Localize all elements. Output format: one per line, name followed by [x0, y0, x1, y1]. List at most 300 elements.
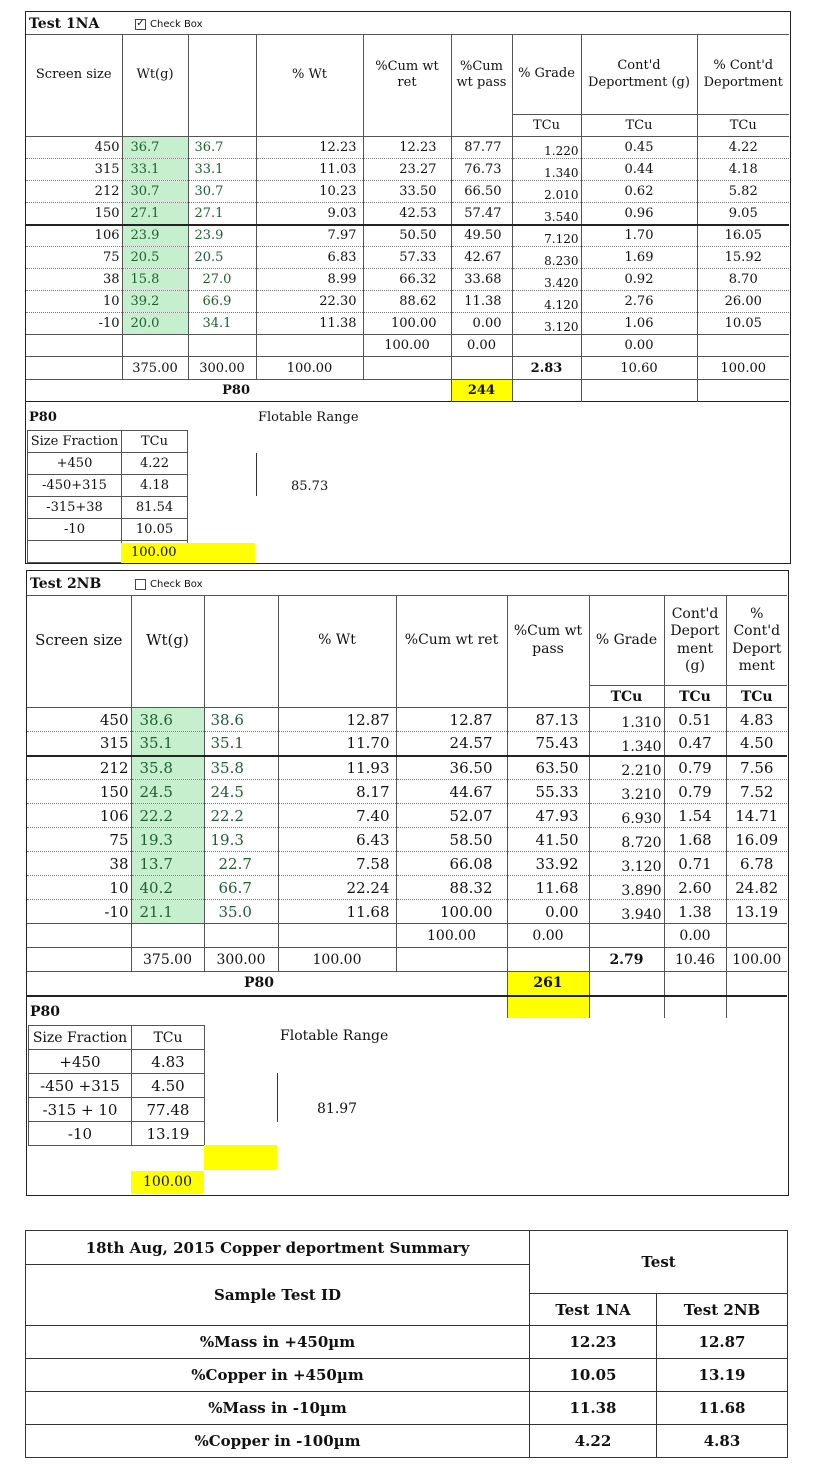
test2-block — [26, 570, 789, 1196]
total-wt: 375.00 — [122, 357, 188, 380]
grade-cell: 1.340 — [512, 159, 581, 181]
table-row — [26, 159, 789, 181]
cum-ret-cell: 57.33 — [363, 247, 451, 269]
table-row — [27, 804, 787, 828]
tcu-cell: 4.50 — [132, 1074, 205, 1098]
tcu-cell: 4.18 — [122, 475, 188, 497]
pct-contd-cell: 4.83 — [740, 710, 774, 729]
subhdr-grade: TCu — [589, 686, 664, 708]
p80-value: 244 — [451, 380, 512, 402]
tcu-cell: 4.83 — [132, 1050, 205, 1074]
grade-cell: 2.010 — [512, 181, 581, 203]
cum-pass-cell: 57.47 — [451, 203, 512, 225]
cum-pass-cell: 33.68 — [451, 269, 512, 291]
cum-ret-cell: 88.62 — [363, 291, 451, 313]
cum-pass-cell: 76.73 — [451, 159, 512, 181]
col-screen-size: Screen size — [26, 35, 122, 115]
wt2-cell: 66.9 — [188, 291, 256, 313]
extra-cumret: 100.00 — [363, 335, 451, 357]
col-wt: Wt(g) — [122, 35, 188, 115]
cum-ret-cell: 58.50 — [396, 828, 507, 852]
test1-header — [26, 13, 203, 35]
total-wt2: 300.00 — [188, 357, 256, 380]
test1-checkbox[interactable] — [135, 19, 203, 30]
grade-cell: 3.210 — [589, 780, 664, 804]
summary-label-cell: %Copper in -100µm — [26, 1425, 530, 1458]
size-fraction-header: Size Fraction — [29, 1026, 132, 1050]
wt2-cell: 20.5 — [188, 247, 256, 269]
pct-wt-cell: 11.03 — [256, 159, 363, 181]
cum-ret-cell: 100.00 — [396, 900, 507, 924]
table-row — [26, 247, 789, 269]
table-row — [26, 291, 789, 313]
test2-yellow-cell — [204, 1145, 277, 1170]
contd-cell: 1.54 — [664, 804, 726, 828]
pct-contd-cell: 14.71 — [735, 806, 779, 825]
size-row — [28, 453, 188, 475]
summary-title: 18th Aug, 2015 Copper deportment Summary — [26, 1231, 530, 1265]
pct-wt-cell: 22.30 — [256, 291, 363, 313]
cum-pass-cell: 87.77 — [451, 137, 512, 159]
total-pct-contd: 100.00 — [720, 360, 766, 376]
wt-cell: 39.2 — [122, 291, 188, 313]
summary-label-cell: %Mass in -10µm — [26, 1392, 530, 1425]
pct-contd-cell: 16.05 — [724, 228, 762, 244]
grade-cell: 1.310 — [589, 708, 664, 732]
test1-block — [25, 11, 791, 564]
contd-cell: 1.38 — [664, 900, 726, 924]
pct-contd-cell: 9.05 — [728, 205, 758, 221]
test2-flotable-value: 81.97 — [317, 1101, 358, 1117]
size-fraction-cell: +450 — [29, 1050, 132, 1074]
cum-ret-cell: 12.87 — [396, 708, 507, 732]
cum-pass-cell: 42.67 — [451, 247, 512, 269]
tcu-cell: 77.48 — [132, 1098, 205, 1122]
screen-size-cell: 315 — [27, 732, 131, 756]
total-wt: 375.00 — [131, 948, 204, 972]
test1-table — [26, 34, 789, 402]
summary-sample-label: Sample Test ID — [26, 1265, 530, 1326]
pct-wt-cell: 7.58 — [278, 852, 396, 876]
cum-pass-cell: 87.13 — [507, 708, 589, 732]
size-fraction-cell: -315+38 — [28, 497, 122, 519]
wt-cell: 36.7 — [122, 137, 188, 159]
wt2-cell: 19.3 — [204, 828, 278, 852]
tcu-header: TCu — [122, 431, 188, 453]
col-pct-wt: % Wt — [278, 596, 396, 686]
screen-size-cell: 38 — [26, 269, 122, 291]
col-cum-pass: %Cum wt pass — [451, 35, 512, 115]
grade-cell: 3.940 — [589, 900, 664, 924]
pct-contd-cell: 15.92 — [724, 250, 762, 265]
tcu-cell: 81.54 — [122, 497, 188, 519]
total-contd: 10.46 — [664, 948, 726, 972]
wt2-cell: 24.5 — [204, 780, 278, 804]
table-row — [26, 137, 789, 159]
contd-cell: 0.71 — [664, 852, 726, 876]
col-grade: % Grade — [512, 35, 581, 115]
test1-p80-section: P80 — [29, 410, 57, 425]
grade-cell: 8.720 — [589, 828, 664, 852]
test1-divider — [256, 453, 257, 496]
summary-value1-cell: 12.23 — [530, 1326, 657, 1359]
summary-row — [26, 1392, 788, 1425]
wt2-cell: 30.7 — [188, 181, 256, 203]
checkbox-checked-icon[interactable]: ✓ — [136, 18, 145, 29]
subhdr-pct-contd: TCu — [697, 115, 789, 137]
table-row — [27, 852, 787, 876]
col-cum-ret: %Cum wt ret — [396, 596, 507, 686]
col-blank — [204, 596, 278, 686]
cum-pass-cell: 11.68 — [507, 876, 589, 900]
col-pct-contd: % Cont'd Deportment — [703, 58, 783, 90]
contd-cell: 0.47 — [664, 732, 726, 756]
cum-pass-cell: 0.00 — [451, 313, 512, 335]
wt-cell: 20.5 — [122, 247, 188, 269]
test2-p80-section: P80 — [30, 1004, 61, 1020]
extra-cumpass: 0.00 — [451, 335, 512, 357]
total-pct-wt: 100.00 — [278, 948, 396, 972]
summary-row — [26, 1359, 788, 1392]
screen-size-cell: 150 — [26, 203, 122, 225]
table-row — [27, 876, 787, 900]
screen-size-cell: 212 — [26, 181, 122, 203]
summary-label-cell: %Copper in +450µm — [26, 1359, 530, 1392]
wt2-cell: 36.7 — [188, 137, 256, 159]
wt-cell: 40.2 — [131, 876, 204, 900]
subhdr-contd: TCu — [664, 686, 726, 708]
pct-wt-cell: 11.93 — [278, 756, 396, 780]
cum-ret-cell: 42.53 — [363, 203, 451, 225]
screen-size-cell: 450 — [27, 708, 131, 732]
contd-cell: 1.70 — [581, 225, 697, 247]
pct-contd-cell: 7.56 — [740, 758, 774, 777]
cum-ret-cell: 23.27 — [363, 159, 451, 181]
pct-contd-cell: 13.19 — [735, 902, 779, 921]
test2-flotable-label: Flotable Range — [280, 1028, 389, 1044]
size-fraction-cell: -10 — [28, 519, 122, 541]
grade-cell: 3.120 — [512, 313, 581, 335]
total-grade: 2.83 — [512, 357, 581, 380]
tcu-cell: 13.19 — [132, 1122, 205, 1146]
table-row — [27, 828, 787, 852]
col-screen-size: Screen size — [27, 596, 131, 686]
screen-size-cell: 106 — [26, 225, 122, 247]
screen-size-cell: 10 — [27, 876, 131, 900]
table-row — [26, 269, 789, 291]
contd-cell: 0.45 — [581, 137, 697, 159]
summary-value1-cell: 11.38 — [530, 1392, 657, 1425]
size-fraction-cell: -450+315 — [28, 475, 122, 497]
screen-size-cell: 75 — [26, 247, 122, 269]
pct-wt-cell: 8.99 — [256, 269, 363, 291]
size-row — [28, 475, 188, 497]
subhdr-grade: TCu — [512, 115, 581, 137]
summary-col1: Test 1NA — [530, 1294, 657, 1326]
summary-value1-cell: 4.22 — [530, 1425, 657, 1458]
summary-value2-cell: 4.83 — [657, 1425, 788, 1458]
pct-wt-cell: 8.17 — [278, 780, 396, 804]
summary-value2-cell: 13.19 — [657, 1359, 788, 1392]
size-fraction-cell: +450 — [28, 453, 122, 475]
contd-cell: 1.69 — [581, 247, 697, 269]
cum-ret-cell: 66.08 — [396, 852, 507, 876]
wt-cell: 22.2 — [131, 804, 204, 828]
cum-ret-cell: 100.00 — [363, 313, 451, 335]
grade-cell: 3.540 — [512, 203, 581, 225]
pct-wt-cell: 22.24 — [278, 876, 396, 900]
summary-value2-cell: 11.68 — [657, 1392, 788, 1425]
total-contd: 10.60 — [581, 357, 697, 380]
wt-cell: 21.1 — [131, 900, 204, 924]
size-row — [29, 1122, 205, 1146]
cum-pass-cell: 75.43 — [507, 732, 589, 756]
wt-cell: 35.1 — [131, 732, 204, 756]
summary-row — [26, 1326, 788, 1359]
grade-cell: 3.120 — [589, 852, 664, 876]
summary-label-cell: %Mass in +450µm — [26, 1326, 530, 1359]
col-cum-pass: %Cum wt pass — [507, 596, 589, 686]
total-pct-wt: 100.00 — [256, 357, 363, 380]
screen-size-cell: 450 — [26, 137, 122, 159]
total-wt2: 300.00 — [204, 948, 278, 972]
table-row — [27, 780, 787, 804]
wt-cell: 23.9 — [122, 225, 188, 247]
col-blank — [188, 35, 256, 115]
pct-wt-cell: 7.40 — [278, 804, 396, 828]
contd-cell: 2.76 — [581, 291, 697, 313]
grade-cell: 3.890 — [589, 876, 664, 900]
grade-cell: 3.420 — [512, 269, 581, 291]
col-grade: % Grade — [589, 596, 664, 686]
screen-size-cell: -10 — [26, 313, 122, 335]
cum-ret-cell: 24.57 — [396, 732, 507, 756]
extra-contd: 0.00 — [664, 924, 726, 948]
table-row — [27, 708, 787, 732]
checkbox-unchecked-icon[interactable] — [135, 579, 146, 590]
summary-row — [26, 1425, 788, 1458]
size-row — [29, 1074, 205, 1098]
table-row — [26, 181, 789, 203]
wt2-cell: 66.7 — [204, 876, 278, 900]
pct-wt-cell: 11.68 — [278, 900, 396, 924]
screen-size-cell: 38 — [27, 852, 131, 876]
col-pct-contd: % Cont'd Deport ment — [732, 605, 782, 674]
grade-cell: 8.230 — [512, 247, 581, 269]
test2-header — [27, 573, 203, 595]
contd-cell: 0.44 — [581, 159, 697, 181]
cum-ret-cell: 66.32 — [363, 269, 451, 291]
contd-cell: 0.96 — [581, 203, 697, 225]
test2-checkbox-label: Check Box — [150, 578, 203, 590]
total-grade: 2.79 — [589, 948, 664, 972]
test2-title: Test 2NB — [30, 576, 102, 592]
pct-contd-cell: 4.18 — [728, 162, 758, 177]
cum-pass-cell: 0.00 — [507, 900, 589, 924]
wt2-cell: 35.1 — [204, 732, 278, 756]
pct-wt-cell: 6.83 — [256, 247, 363, 269]
screen-size-cell: 150 — [27, 780, 131, 804]
cum-ret-cell: 88.32 — [396, 876, 507, 900]
subhdr-pct-contd: TCu — [726, 686, 787, 708]
screen-size-cell: 10 — [26, 291, 122, 313]
cum-pass-cell: 66.50 — [451, 181, 512, 203]
test2-divider — [277, 1073, 278, 1122]
test2-table — [27, 595, 787, 1018]
test2-size-total: 100.00 — [131, 1171, 204, 1194]
wt-cell: 13.7 — [131, 852, 204, 876]
cum-pass-cell: 47.93 — [507, 804, 589, 828]
tcu-cell: 10.05 — [122, 519, 188, 541]
screen-size-cell: 75 — [27, 828, 131, 852]
wt-cell: 27.1 — [122, 203, 188, 225]
summary-value1-cell: 10.05 — [530, 1359, 657, 1392]
pct-wt-cell: 10.23 — [256, 181, 363, 203]
test1-flotable-value: 85.73 — [291, 479, 329, 494]
col-contd: Cont'd Deport ment (g) — [664, 596, 726, 686]
contd-cell: 0.51 — [664, 708, 726, 732]
pct-contd-cell: 4.50 — [740, 734, 774, 753]
summary-col2: Test 2NB — [657, 1294, 788, 1326]
cum-ret-cell: 50.50 — [363, 225, 451, 247]
table-row — [27, 732, 787, 756]
contd-cell: 2.60 — [664, 876, 726, 900]
grade-cell: 4.120 — [512, 291, 581, 313]
col-cum-ret: %Cum wt ret — [363, 35, 451, 115]
total-pct-contd: 100.00 — [732, 951, 782, 968]
wt2-cell: 33.1 — [188, 159, 256, 181]
test1-checkbox-label: Check Box — [150, 18, 203, 30]
grade-cell: 2.210 — [589, 756, 664, 780]
pct-contd-cell: 24.82 — [735, 878, 779, 897]
wt2-cell: 35.8 — [204, 756, 278, 780]
size-fraction-cell: -315 + 10 — [29, 1098, 132, 1122]
table-row — [27, 900, 787, 924]
size-fraction-header: Size Fraction — [28, 431, 122, 453]
grade-cell: 6.930 — [589, 804, 664, 828]
summary-table — [25, 1230, 788, 1458]
table-row — [27, 756, 787, 780]
contd-cell: 1.06 — [581, 313, 697, 335]
contd-cell: 1.68 — [664, 828, 726, 852]
wt2-cell: 22.7 — [204, 852, 278, 876]
size-row — [28, 519, 188, 541]
table-row — [26, 313, 789, 335]
screen-size-cell: 315 — [26, 159, 122, 181]
cum-pass-cell: 11.38 — [451, 291, 512, 313]
size-row — [29, 1098, 205, 1122]
p80-value: 261 — [507, 972, 589, 996]
cum-pass-cell: 55.33 — [507, 780, 589, 804]
test1-size-total: 100.00 — [121, 543, 255, 563]
wt-cell: 24.5 — [131, 780, 204, 804]
size-row — [28, 497, 188, 519]
pct-wt-cell: 7.97 — [256, 225, 363, 247]
wt-cell: 38.6 — [131, 708, 204, 732]
extra-contd: 0.00 — [581, 335, 697, 357]
pct-contd-cell: 8.70 — [728, 272, 758, 287]
test1-title: Test 1NA — [29, 16, 100, 32]
test2-checkbox[interactable] — [135, 579, 203, 590]
cum-ret-cell: 33.50 — [363, 181, 451, 203]
cum-pass-cell: 49.50 — [451, 225, 512, 247]
pct-wt-cell: 11.70 — [278, 732, 396, 756]
pct-contd-cell: 16.09 — [735, 830, 779, 849]
contd-cell: 0.79 — [664, 780, 726, 804]
summary-value2-cell: 12.87 — [657, 1326, 788, 1359]
p80-label: P80 — [243, 975, 274, 992]
size-row — [29, 1050, 205, 1074]
screen-size-cell: 212 — [27, 756, 131, 780]
cum-ret-cell: 12.23 — [363, 137, 451, 159]
table-row — [26, 203, 789, 225]
pct-contd-cell: 6.78 — [740, 854, 774, 873]
wt-cell: 35.8 — [131, 756, 204, 780]
pct-contd-cell: 7.52 — [740, 782, 774, 801]
col-contd: Cont'd Deportment (g) — [581, 35, 697, 115]
pct-wt-cell: 11.38 — [256, 313, 363, 335]
size-fraction-cell: -450 +315 — [29, 1074, 132, 1098]
pct-contd-cell: 26.00 — [724, 294, 762, 309]
pct-wt-cell: 12.23 — [256, 137, 363, 159]
wt-cell: 19.3 — [131, 828, 204, 852]
wt-cell: 15.8 — [122, 269, 188, 291]
pct-contd-cell: 4.22 — [728, 140, 758, 155]
test2-size-table — [28, 1025, 205, 1146]
wt2-cell: 22.2 — [204, 804, 278, 828]
col-pct-wt: % Wt — [256, 35, 363, 115]
wt2-cell: 27.1 — [188, 203, 256, 225]
cum-ret-cell: 52.07 — [396, 804, 507, 828]
wt2-cell: 35.0 — [204, 900, 278, 924]
size-fraction-cell: -10 — [29, 1122, 132, 1146]
col-wt: Wt(g) — [131, 596, 204, 686]
cum-ret-cell: 44.67 — [396, 780, 507, 804]
pct-wt-cell: 6.43 — [278, 828, 396, 852]
pct-contd-cell: 10.05 — [724, 316, 762, 331]
grade-cell: 1.220 — [512, 137, 581, 159]
wt-cell: 20.0 — [122, 313, 188, 335]
cum-pass-cell: 41.50 — [507, 828, 589, 852]
contd-cell: 0.62 — [581, 181, 697, 203]
contd-cell: 0.92 — [581, 269, 697, 291]
tcu-header: TCu — [132, 1026, 205, 1050]
extra-cumpass: 0.00 — [507, 924, 589, 948]
wt2-cell: 38.6 — [204, 708, 278, 732]
wt2-cell: 23.9 — [188, 225, 256, 247]
cum-ret-cell: 36.50 — [396, 756, 507, 780]
wt-cell: 30.7 — [122, 181, 188, 203]
grade-cell: 7.120 — [512, 225, 581, 247]
p80-label: P80 — [222, 383, 250, 398]
cum-pass-cell: 63.50 — [507, 756, 589, 780]
extra-cumret: 100.00 — [396, 924, 507, 948]
wt2-cell: 34.1 — [188, 313, 256, 335]
grade-cell: 1.340 — [589, 732, 664, 756]
test1-flotable-label: Flotable Range — [258, 410, 359, 425]
table-row — [26, 225, 789, 247]
wt-cell: 33.1 — [122, 159, 188, 181]
contd-cell: 0.79 — [664, 756, 726, 780]
wt2-cell: 27.0 — [188, 269, 256, 291]
tcu-cell: 4.22 — [122, 453, 188, 475]
subhdr-contd: TCu — [581, 115, 697, 137]
cum-pass-cell: 33.92 — [507, 852, 589, 876]
pct-contd-cell: 5.82 — [728, 184, 758, 199]
summary-test-label: Test — [530, 1231, 788, 1294]
pct-wt-cell: 12.87 — [278, 708, 396, 732]
screen-size-cell: 106 — [27, 804, 131, 828]
